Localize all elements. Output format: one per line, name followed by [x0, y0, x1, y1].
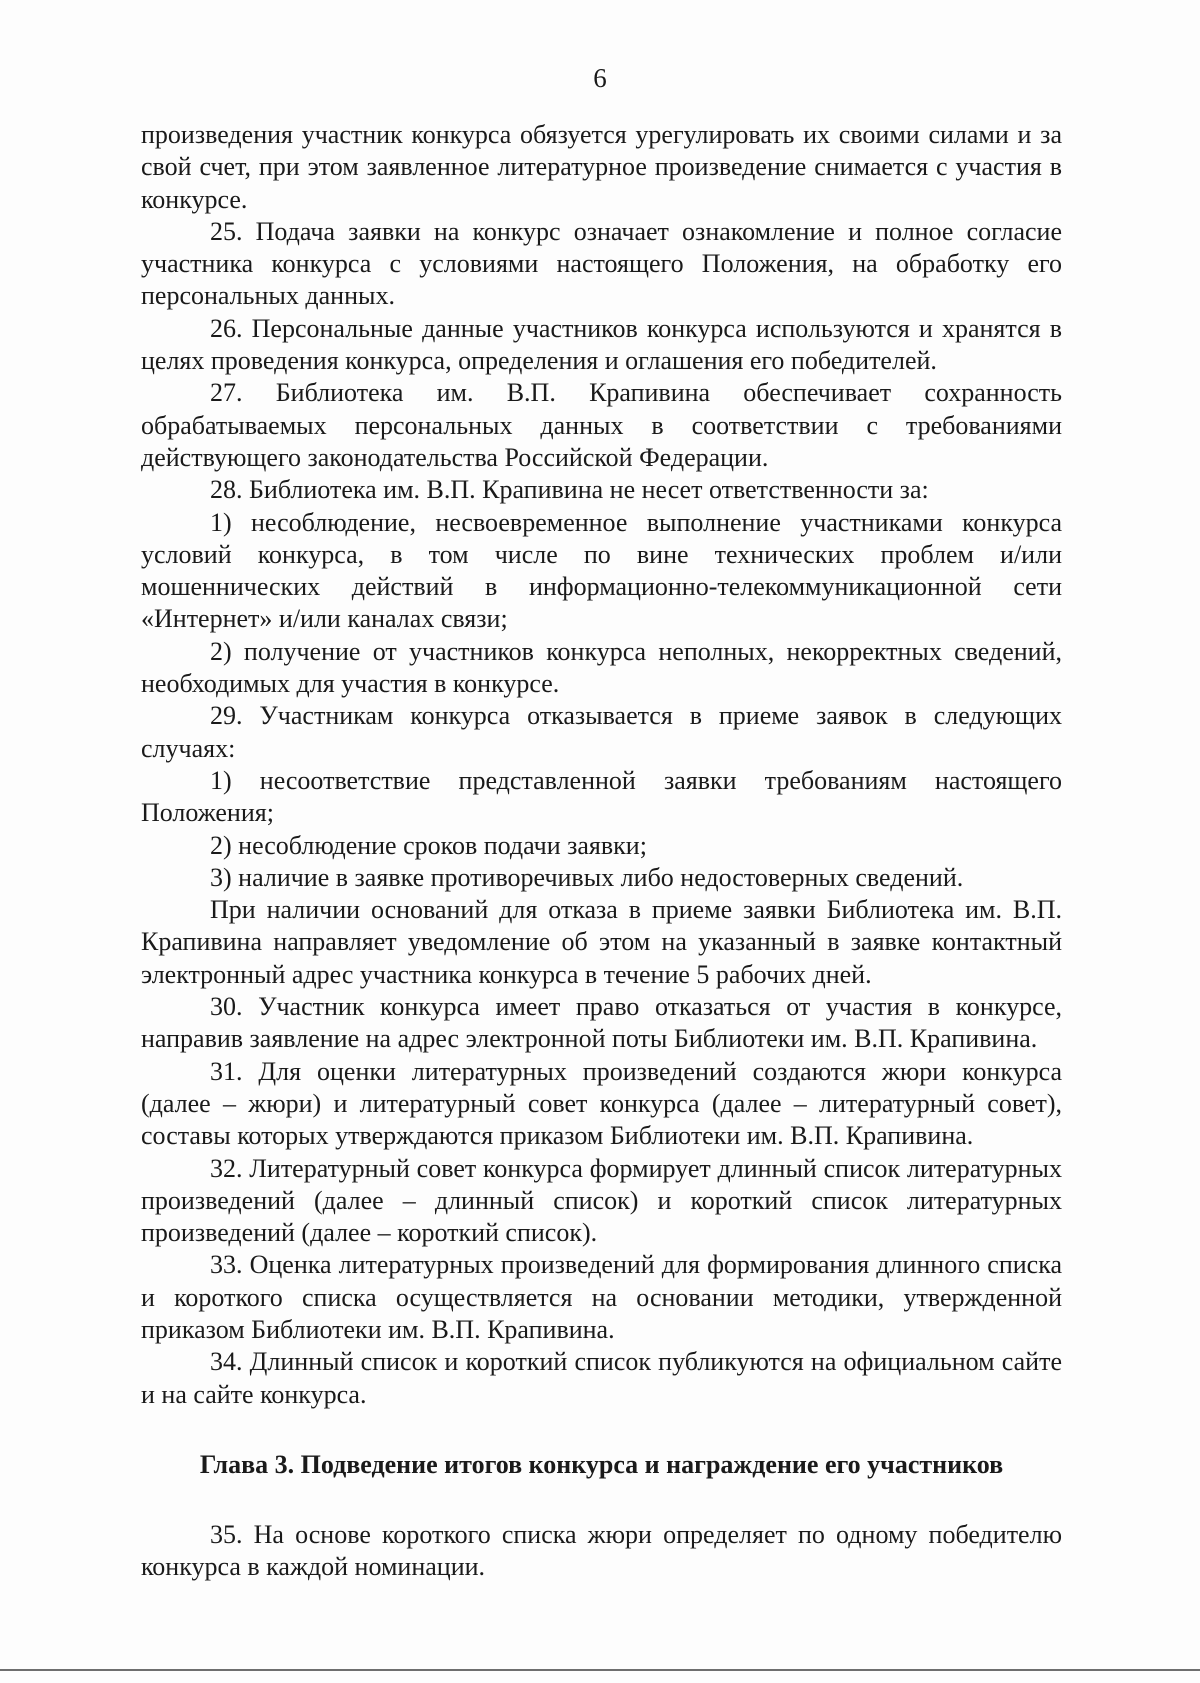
- paragraph-29-item-3: 3) наличие в заявке противоречивых либо недостоверных сведений.: [210, 862, 964, 892]
- paragraph-28-item-2: 2) получение от участников конкурса неполных, некорректных сведений, необходимых для участия в конкурсе.: [141, 636, 1062, 699]
- paragraph-33: 33. Оценка литературных произведений для формирования длинного списка и короткого списка осуществляется на основании методики, утвержденной приказом Библиотеки им. В.П. Крапивина.: [141, 1250, 1062, 1344]
- paragraph-27: 27. Библиотека им. В.П. Крапивина обеспечивает сохранность обрабатываемых персональных данных в соответствии с требованиями действующего законодательства Российской Федерации.: [141, 378, 1062, 472]
- paragraph-31: 31. Для оценки литературных произведений создаются жюри конкурса (далее – жюри) и литературный совет конкурса (далее – литературный совет), составы которых утверждаются приказом Библиотеки им. В.П. Крапивина.: [141, 1056, 1062, 1151]
- paragraph-29-item-1: 1) несоответствие представленной заявки требованиям настоящего Положения;: [141, 765, 1062, 828]
- paragraph-continuation: произведения участник конкурса обязуется урегулировать их своими силами и за свой счет, при этом заявленное литературное произведение снимается с участия в конкурсе.: [141, 120, 1062, 214]
- page-number: 6: [593, 63, 607, 93]
- document-body: [141, 119, 1062, 1584]
- paragraph-29: 29. Участникам конкурса отказывается в приеме заявок в следующих случаях:: [141, 701, 1062, 763]
- paragraph-29-item-2: 2) несоблюдение сроков подачи заявки;: [210, 830, 647, 860]
- paragraph-28-item-1: 1) несоблюдение, несвоевременное выполнение участниками конкурса условий конкурса, в том числе по вине технических проблем и/или мошеннических действий в информационно-телекоммуникационной сети «Интернет» и/или каналах связи;: [141, 507, 1062, 634]
- paragraph-28: 28. Библиотека им. В.П. Крапивина не несет ответственности за:: [210, 475, 929, 505]
- paragraph-32: 32. Литературный совет конкурса формирует длинный список литературных произведений (далее – длинный список) и короткий список литературных произведений (далее – короткий список).: [141, 1153, 1062, 1248]
- paragraph-26: 26. Персональные данные участников конкурса используются и хранятся в целях проведения конкурса, определения и оглашения его победителей.: [141, 313, 1062, 376]
- paragraph-34: 34. Длинный список и короткий список публикуются на официальном сайте и на сайте конкурса.: [141, 1347, 1062, 1409]
- paragraph-25: 25. Подача заявки на конкурс означает ознакомление и полное согласие участника конкурса с условиями настоящего Положения, на обработку его персональных данных.: [141, 216, 1062, 311]
- chapter-heading: Глава 3. Подведение итогов конкурса и награждение его участников: [199, 1449, 1004, 1479]
- paragraph-29-note: При наличии оснований для отказа в приеме заявки Библиотека им. В.П. Крапивина направляет уведомление об этом на указанный в заявке контактный электронный адрес участника конкурса в течение 5 рабочих дней.: [141, 895, 1062, 989]
- paragraph-35: 35. На основе короткого списка жюри определяет по одному победителю конкурса в каждой номинации.: [141, 1520, 1062, 1582]
- paragraph-30: 30. Участник конкурса имеет право отказаться от участия в конкурсе, направив заявление на адрес электронной поты Библиотеки им. В.П. Крапивина.: [141, 992, 1062, 1054]
- scan-edge-line: [0, 1669, 1200, 1671]
